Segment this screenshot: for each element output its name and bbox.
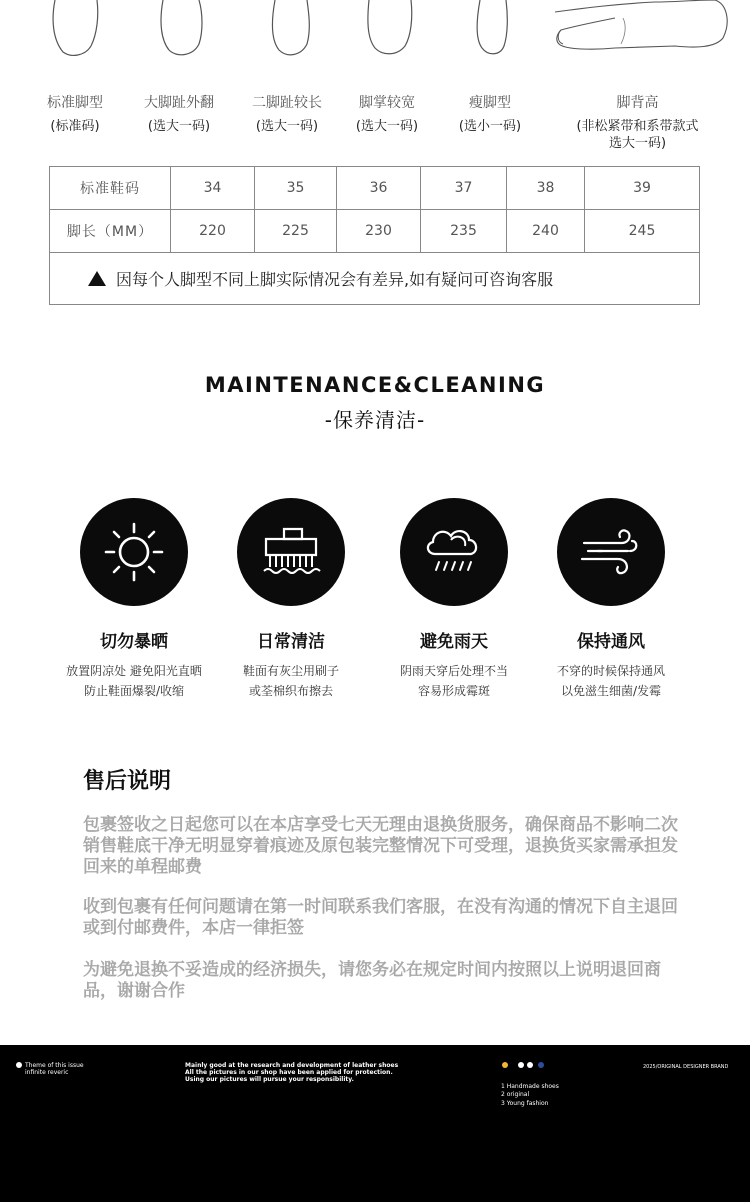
foot-type-hint: (选小一码) bbox=[458, 119, 522, 134]
care-item-ventilate bbox=[536, 498, 686, 701]
care-icon-circle bbox=[557, 498, 665, 606]
color-dot-icon bbox=[538, 1062, 544, 1068]
row-header: 脚长（MM） bbox=[50, 210, 171, 253]
care-label: 切勿暴晒 bbox=[100, 632, 168, 652]
care-desc bbox=[379, 661, 529, 701]
footer-feature: 1 Handmade shoes bbox=[501, 1083, 559, 1090]
foot-type-name: 脚掌较宽 bbox=[359, 95, 415, 111]
table-row-foot-length bbox=[50, 210, 700, 253]
size-cell: 35 bbox=[255, 167, 337, 210]
rain-cloud-icon bbox=[421, 522, 487, 582]
foot-side-outline-icon bbox=[555, 0, 730, 58]
care-item-avoid-rain bbox=[379, 498, 529, 701]
size-note bbox=[50, 253, 700, 305]
care-label: 日常清洁 bbox=[257, 632, 325, 652]
care-desc-line: 阴雨天穿后处理不当 bbox=[399, 664, 508, 678]
footer-mission-line: Mainly good at the research and development of leather shoes bbox=[185, 1062, 399, 1069]
length-cell: 230 bbox=[337, 210, 421, 253]
size-cell: 37 bbox=[421, 167, 507, 210]
foot-type-name: 标准脚型 bbox=[47, 95, 103, 111]
care-desc-line: 鞋面有灰尘用刷子 bbox=[242, 664, 339, 678]
footer-theme-line: Theme of this issue bbox=[25, 1062, 84, 1069]
maintenance-subtitle: -保养清洁- bbox=[324, 408, 426, 432]
row-header: 标准鞋码 bbox=[50, 167, 171, 210]
table-row-note bbox=[50, 253, 700, 305]
bullet-icon bbox=[16, 1062, 22, 1068]
foot-type-standard bbox=[30, 0, 120, 135]
after-sales-paragraph: 包裹签收之日起您可以在本店享受七天无理由退换货服务，确保商品不影响二次销售鞋底干净无明显穿着痕迹及原包装完整情况下可受理，退换货买家需承担发回来的单程邮费 bbox=[83, 815, 678, 877]
foot-outline-icon bbox=[460, 0, 520, 58]
foot-type-name: 瘦脚型 bbox=[469, 95, 511, 111]
length-cell: 240 bbox=[507, 210, 585, 253]
wind-icon bbox=[578, 527, 644, 577]
care-desc-line: 容易形成霉斑 bbox=[417, 684, 490, 698]
foot-type-hint: (非松紧带和系带款式 选大一码) bbox=[576, 119, 699, 151]
brush-icon bbox=[258, 525, 324, 579]
after-sales-title: 售后说明 bbox=[83, 769, 172, 794]
color-dot-icon bbox=[502, 1062, 508, 1068]
length-cell: 245 bbox=[585, 210, 700, 253]
foot-outline-icon bbox=[45, 0, 105, 58]
care-desc-line: 放置阴凉处 避免阳光直晒 bbox=[66, 664, 202, 678]
after-sales-paragraph: 收到包裹有任何问题请在第一时间联系我们客服，在没有沟通的情况下自主退回或到付邮费件，本店一律拒签 bbox=[83, 897, 678, 938]
care-icon-circle bbox=[80, 498, 188, 606]
size-chart-table bbox=[49, 166, 700, 305]
footer-mission-line: All the pictures in our shop have been applied for protection. bbox=[185, 1069, 393, 1076]
maintenance-title: MAINTENANCE&CLEANING bbox=[204, 373, 546, 397]
care-label: 避免雨天 bbox=[420, 632, 488, 652]
care-desc bbox=[536, 661, 686, 701]
foot-outline-icon bbox=[149, 0, 209, 58]
foot-type-bunion bbox=[134, 0, 224, 135]
size-cell: 38 bbox=[507, 167, 585, 210]
care-desc bbox=[216, 661, 366, 701]
care-desc-line: 防止鞋面爆裂/收缩 bbox=[83, 684, 185, 698]
foot-type-hint: (标准码) bbox=[50, 119, 100, 134]
foot-type-name: 大脚趾外翻 bbox=[144, 95, 214, 111]
foot-outline-icon bbox=[357, 0, 417, 58]
size-note-text: 因每个人脚型不同上脚实际情况会有差异,如有疑问可咨询客服 bbox=[116, 270, 554, 289]
warning-triangle-icon bbox=[88, 271, 106, 286]
care-desc-line: 或荃棉织布擦去 bbox=[248, 684, 333, 698]
foot-type-hint: (选大一码) bbox=[255, 119, 319, 134]
foot-type-long-second-toe bbox=[242, 0, 332, 135]
foot-type-slim bbox=[445, 0, 535, 135]
care-icon-circle bbox=[237, 498, 345, 606]
foot-type-name: 二脚趾较长 bbox=[252, 95, 322, 111]
foot-type-wide bbox=[342, 0, 432, 135]
footer-feature: 2 original bbox=[501, 1091, 530, 1098]
footer-theme-line: infinite reveric bbox=[25, 1069, 69, 1076]
size-cell: 36 bbox=[337, 167, 421, 210]
care-icon-circle bbox=[400, 498, 508, 606]
care-label: 保持通风 bbox=[577, 632, 645, 652]
size-cell: 34 bbox=[171, 167, 255, 210]
length-cell: 220 bbox=[171, 210, 255, 253]
size-cell: 39 bbox=[585, 167, 700, 210]
length-cell: 225 bbox=[255, 210, 337, 253]
color-dot-icon bbox=[527, 1062, 533, 1068]
table-row-sizes bbox=[50, 167, 700, 210]
footer bbox=[0, 1045, 750, 1202]
care-item-daily-clean bbox=[216, 498, 366, 701]
foot-type-high-instep bbox=[555, 0, 720, 152]
foot-type-hint: (选大一码) bbox=[355, 119, 419, 134]
sun-icon bbox=[102, 520, 166, 584]
after-sales-paragraph: 为避免退换不妥造成的经济损失，请您务必在规定时间内按照以上说明退回商品，谢谢合作 bbox=[83, 960, 661, 1001]
care-desc bbox=[59, 661, 209, 701]
foot-outline-icon bbox=[257, 0, 317, 58]
care-desc-line: 以免滋生细菌/发霉 bbox=[560, 684, 662, 698]
care-desc-line: 不穿的时候保持通风 bbox=[556, 664, 665, 678]
care-item-no-sun bbox=[59, 498, 209, 701]
footer-feature: 3 Young fashion bbox=[501, 1100, 549, 1107]
color-dot-icon bbox=[518, 1062, 524, 1068]
foot-type-hint: (选大一码) bbox=[147, 119, 211, 134]
foot-type-name: 脚背高 bbox=[616, 95, 659, 111]
foot-types-section bbox=[0, 0, 750, 160]
footer-brand: 2025/ORIGINAL DESIGNER BRAND bbox=[643, 1064, 729, 1070]
footer-mission-line: Using our pictures will pursue your responsibility. bbox=[185, 1076, 354, 1083]
length-cell: 235 bbox=[421, 210, 507, 253]
